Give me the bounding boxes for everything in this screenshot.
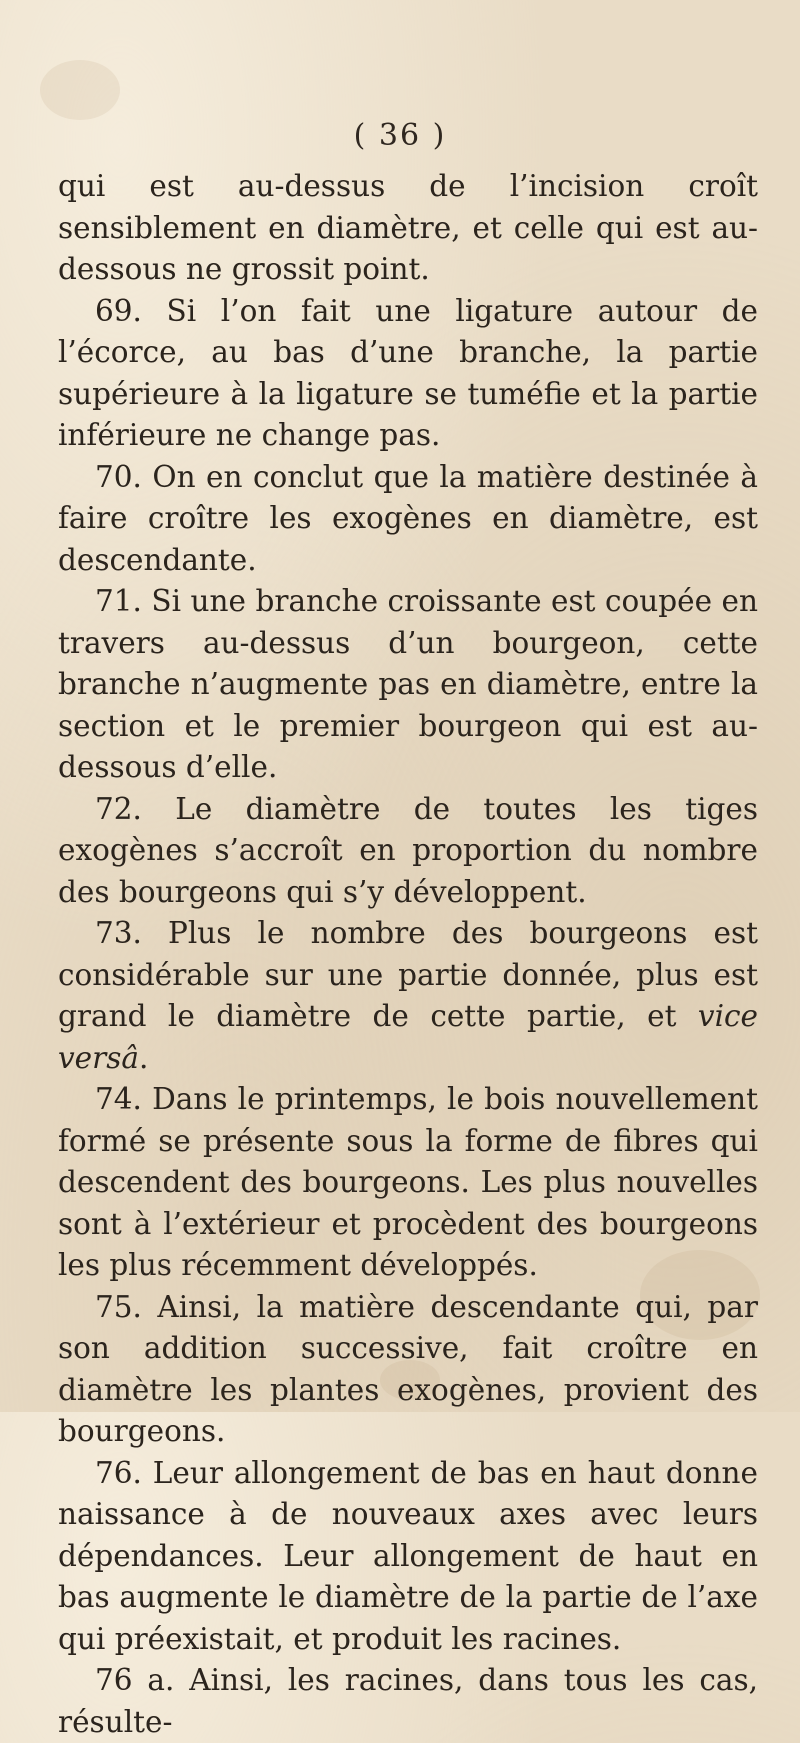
paragraph-76a: 76 a. Ainsi, les racines, dans tous les cas, résulte- [58,1663,758,1739]
paragraph-continuation: qui est au-dessus de l’incision croît sensiblement en diamètre, et celle qui est au-dessous ne grossit point. [58,169,758,286]
body-text [58,166,758,1743]
paper-stain [40,60,120,120]
paragraph-73-italic: vice versâ [58,999,758,1075]
paragraph-71: 71. Si une branche croissante est coupée en travers au-dessus d’un bourgeon, cette branche n’augmente pas en diamètre, entre la section et le premier bourgeon qui est au-dessous d’elle. [58,584,758,784]
paragraph-75: 75. Ainsi, la matière descendante qui, par son addition successive, fait croître en diamètre les plantes exogènes, provient des bourgeons. [58,1289,758,1448]
paragraph-72: 72. Le diamètre de toutes les tiges exogènes s’accroît en proportion du nombre des bourgeons qui s’y développent. [58,791,758,909]
paragraph-69: 69. Si l’on fait une ligature autour de l’écorce, au bas d’une branche, la partie supérieure à la ligature se tuméfie et la partie inférieure ne change pas. [58,293,758,452]
page-number: ( 36 ) [353,118,447,153]
paragraph-73-text: 73. Plus le nombre des bourgeons est considérable sur une partie donnée, plus est grand le diamètre de cette partie, et [58,916,758,1033]
paragraph-73 [58,913,758,1079]
paragraph-74: 74. Dans le printemps, le bois nouvellement formé se présente sous la forme de fibres qui descendent des bourgeons. Les plus nouvelles sont à l’extérieur et procèdent des bourgeons les plus récemment développés. [58,1082,758,1282]
paragraph-70: 70. On en conclut que la matière destinée à faire croître les exogènes en diamètre, est descendante. [58,459,758,577]
paragraph-73-end: . [138,1040,149,1075]
paragraph-76: 76. Leur allongement de bas en haut donne naissance à de nouveaux axes avec leurs dépendances. Leur allongement de haut en bas augmente le diamètre de la partie de l’axe qui préexistait, et produit les racines. [58,1455,758,1656]
